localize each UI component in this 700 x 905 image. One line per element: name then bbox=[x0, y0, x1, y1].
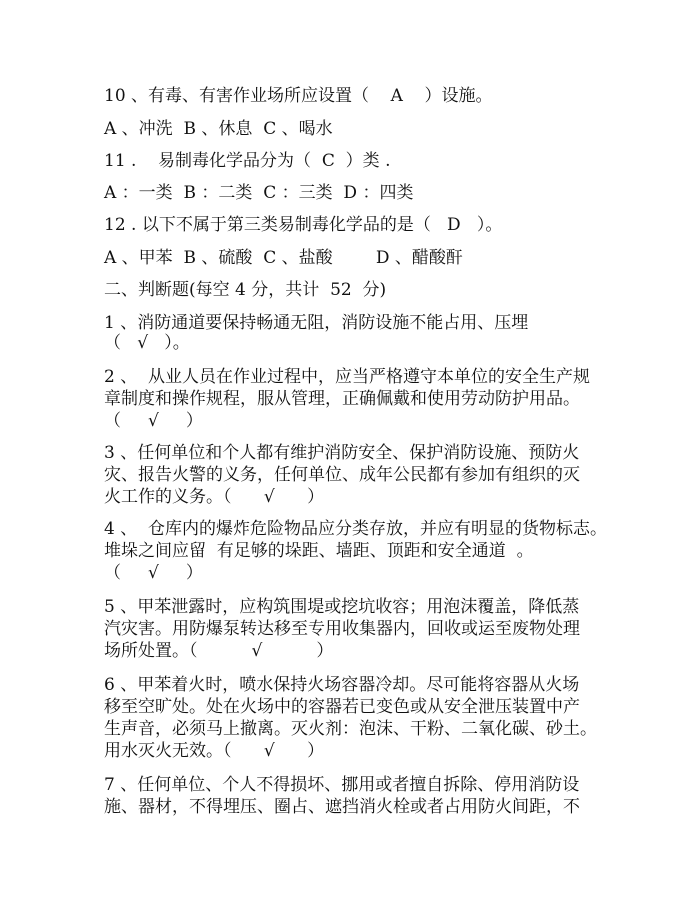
section-heading: 二、判断题(每空 4 分，共计 52 分) bbox=[104, 280, 387, 300]
judge-2-line-2: 章制度和操作规程，服从管理，正确佩戴和使用劳动防护用品。 bbox=[104, 389, 580, 409]
judge-3-line-1: 3 、任何单位和个人都有维护消防安全、保护消防设施、预防火 bbox=[104, 443, 580, 463]
judge-2-line-3: （ √ ） bbox=[104, 411, 203, 431]
question-12-options: A 、甲苯 B 、硫酸 C 、盐酸 D 、醋酸酐 bbox=[104, 248, 463, 268]
judge-2-line-1: 2 、 从业人员在作业过程中，应当严格遵守本单位的安全生产规 bbox=[104, 367, 591, 387]
question-11-options: A ：一类 B ：二类 C ：三类 D ：四类 bbox=[104, 183, 414, 203]
judge-1-line-2: （ √ ）。 bbox=[104, 333, 190, 353]
question-11: 11 . 易制毒化学品分为（ C ）类 . bbox=[104, 151, 391, 171]
question-10-options: A 、冲洗 B 、休息 C 、喝水 bbox=[104, 119, 333, 139]
judge-5-line-3: 场所处置。（ √ ） bbox=[104, 641, 334, 661]
judge-6-line-3: 生声音，必须马上撤离。灭火剂：泡沫、干粉、二氧化碳、砂土。 bbox=[104, 719, 597, 739]
question-10: 10 、有毒、有害作业场所应设置（ A ）设施。 bbox=[104, 86, 493, 106]
judge-6-line-1: 6 、甲苯着火时，喷水保持火场容器冷却。尽可能将容器从火场 bbox=[104, 675, 580, 695]
judge-6-line-2: 移至空旷处。处在火场中的容器若已变色或从安全泄压装置中产 bbox=[104, 697, 580, 717]
judge-3-line-2: 灾、报告火警的义务，任何单位、成年公民都有参加有组织的灭 bbox=[104, 465, 580, 485]
judge-4-line-3: （ √ ） bbox=[104, 563, 203, 583]
judge-1-line-1: 1 、消防通道要保持畅通无阻，消防设施不能占用、压埋 bbox=[104, 313, 529, 333]
judge-5-line-1: 5 、甲苯泄露时，应构筑围堤或挖坑收容；用泡沫覆盖，降低蒸 bbox=[104, 597, 580, 617]
question-12: 12 . 以下不属于第三类易制毒化学品的是（ D ）。 bbox=[104, 215, 503, 235]
judge-6-line-4: 用水灭火无效。（ √ ） bbox=[104, 741, 325, 761]
judge-5-line-2: 汽灾害。用防爆泵转达移至专用收集器内，回收或运至废物处理 bbox=[104, 619, 580, 639]
judge-4-line-2: 堆垛之间应留 有足够的垛距、墙距、顶距和安全通道 。 bbox=[104, 541, 534, 561]
judge-4-line-1: 4 、 仓库内的爆炸危险物品应分类存放，并应有明显的货物标志。 bbox=[104, 519, 608, 539]
judge-3-line-3: 火工作的义务。（ √ ） bbox=[104, 487, 325, 507]
judge-7-line-2: 施、器材，不得埋压、圈占、遮挡消火栓或者占用防火间距，不 bbox=[104, 797, 580, 817]
judge-7-line-1: 7 、任何单位、个人不得损坏、挪用或者擅自拆除、停用消防设 bbox=[104, 775, 580, 795]
